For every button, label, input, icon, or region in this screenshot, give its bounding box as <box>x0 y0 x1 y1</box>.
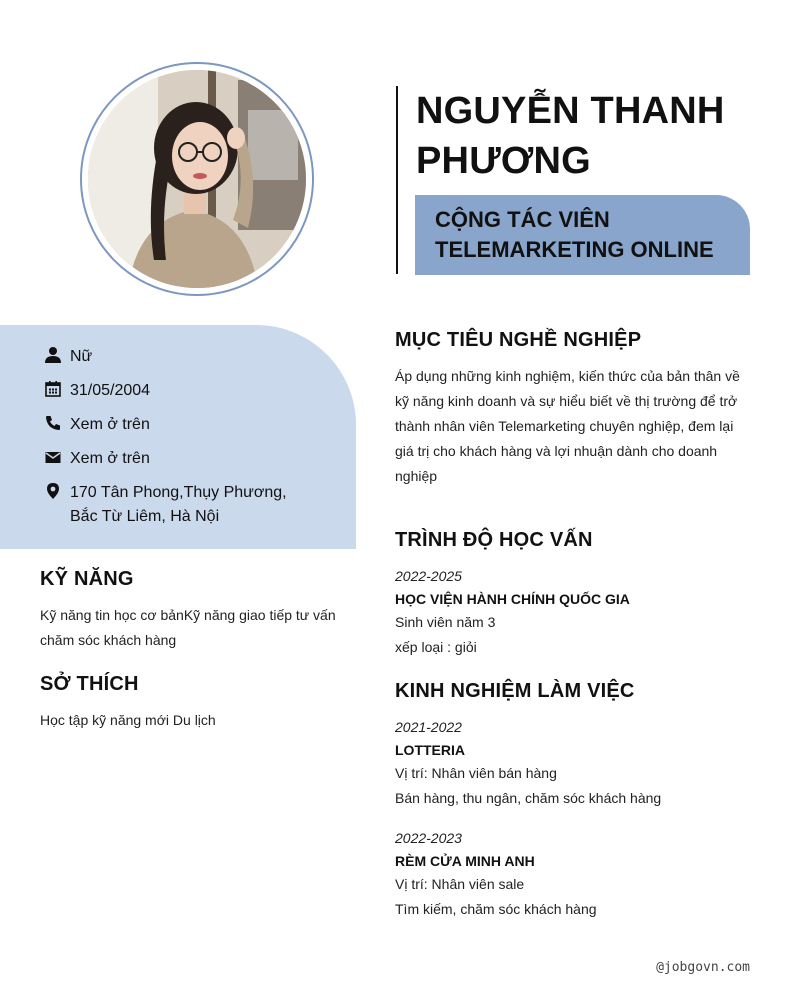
job-role: Vị trí: Nhân viên bán hàng <box>395 765 557 781</box>
full-name-line1: NGUYỄN THANH <box>416 90 725 132</box>
education-detail2: xếp loại : giỏi <box>395 639 477 655</box>
avatar <box>88 70 306 288</box>
email-text: Xem ở trên <box>70 450 150 467</box>
full-name <box>416 86 756 186</box>
education-title: TRÌNH ĐỘ HỌC VẤN <box>395 529 593 551</box>
address-line2: Bắc Từ Liêm, Hà Nội <box>70 508 220 525</box>
phone-icon <box>44 414 62 432</box>
contact-birthday <box>44 379 150 403</box>
job-details <box>395 872 597 922</box>
objective-line: nghiệp <box>395 468 438 484</box>
watermark: @jobgovn.com <box>656 960 750 975</box>
education-detail <box>395 610 495 660</box>
contact-phone <box>44 413 150 437</box>
calendar-icon <box>44 380 62 398</box>
job-company: RÈM CỬA MINH ANH <box>395 853 535 869</box>
avatar-photo <box>88 70 306 288</box>
position-line1: CỘNG TÁC VIÊN <box>435 207 610 232</box>
objective-line: Áp dụng những kinh nghiệm, kiến thức của bản thân về <box>395 368 740 384</box>
gender-text: Nữ <box>70 348 93 365</box>
avatar-frame <box>80 62 314 296</box>
hobbies-text: Học tập kỹ năng mới Du lịch <box>40 712 216 728</box>
address-text <box>70 481 287 529</box>
experience-title: KINH NGHIỆM LÀM VIỆC <box>395 680 635 702</box>
contact-email <box>44 447 150 471</box>
job-period: 2021-2022 <box>395 719 462 735</box>
job-company: LOTTERIA <box>395 742 465 758</box>
skills-title: KỸ NĂNG <box>40 568 134 590</box>
person-icon <box>44 346 62 364</box>
position-box <box>415 195 750 275</box>
objective-title: MỤC TIÊU NGHỀ NGHIỆP <box>395 329 642 351</box>
contact-gender <box>44 345 92 369</box>
skills-line1: Kỹ năng tin học cơ bảnKỹ năng giao tiếp tư vấn <box>40 607 336 623</box>
position-line2: TELEMARKETING ONLINE <box>435 237 714 262</box>
birthday-text: 31/05/2004 <box>70 382 151 399</box>
phone-text: Xem ở trên <box>70 416 150 433</box>
objective-line: kỹ năng kinh doanh và sự hiểu biết về thị trường để trở <box>395 393 738 409</box>
objective-line: thành nhân viên Telemarketing chuyên nghiệp, đem lại <box>395 418 734 434</box>
address-line1: 170 Tân Phong,Thụy Phương, <box>70 484 287 501</box>
objective-line: giá trị cho khách hàng và lợi nhuận dành cho doanh <box>395 443 718 459</box>
job-period: 2022-2023 <box>395 830 462 846</box>
skills-text <box>40 603 350 653</box>
contact-panel <box>0 325 356 549</box>
location-pin-icon <box>44 482 62 500</box>
objective-text <box>395 364 750 489</box>
job-details <box>395 761 661 811</box>
job-desc: Bán hàng, thu ngân, chăm sóc khách hàng <box>395 790 662 806</box>
education-detail1: Sinh viên năm 3 <box>395 614 496 630</box>
full-name-line2: PHƯƠNG <box>416 140 591 182</box>
job-desc: Tìm kiếm, chăm sóc khách hàng <box>395 901 597 917</box>
job-role: Vị trí: Nhân viên sale <box>395 876 525 892</box>
hobbies-title: SỞ THÍCH <box>40 673 139 695</box>
contact-address <box>44 481 287 529</box>
education-school: HỌC VIỆN HÀNH CHÍNH QUỐC GIA <box>395 591 630 607</box>
education-period: 2022-2025 <box>395 568 462 584</box>
email-icon <box>44 448 62 466</box>
skills-line2: chăm sóc khách hàng <box>40 632 177 648</box>
name-accent-bar <box>396 86 398 274</box>
